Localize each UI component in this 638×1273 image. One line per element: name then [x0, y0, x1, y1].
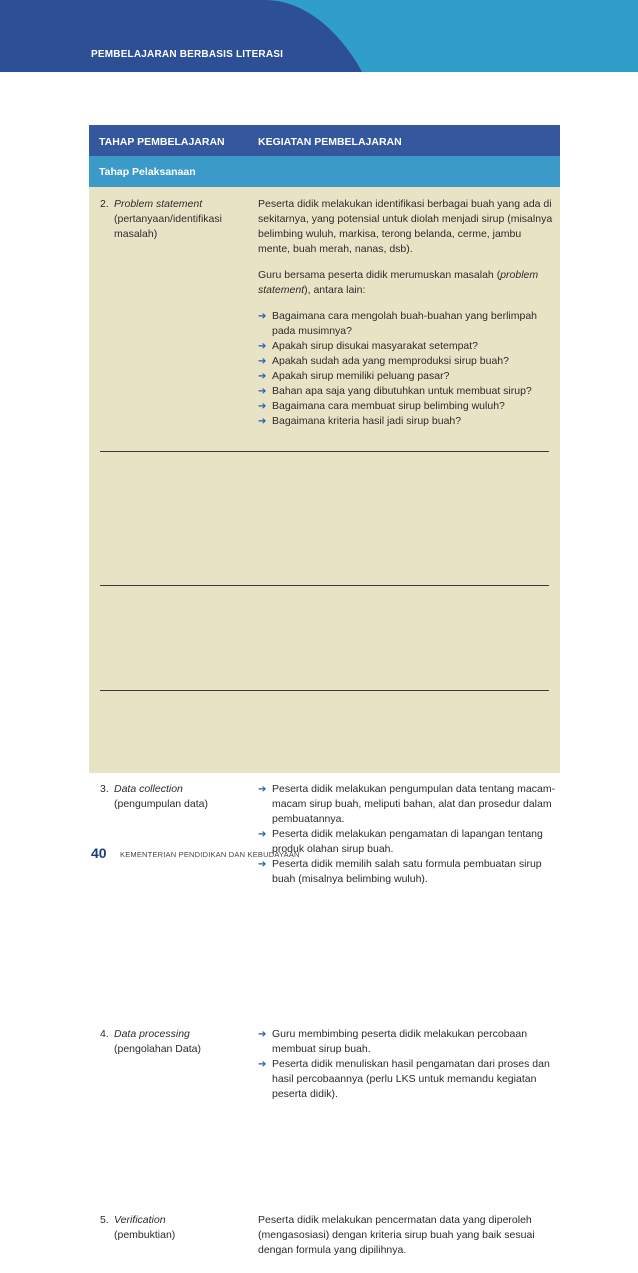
stage-name-id: (pembuktian) — [114, 1229, 176, 1241]
arrow-right-icon: ➔ — [258, 401, 267, 412]
list-item: ➔ Bahan apa saja yang dibutuhkan untuk membuat sirup? — [258, 385, 532, 397]
list-item: ➔ Bagaimana cara membuat sirup belimbing wuluh? — [258, 400, 505, 412]
stage-cell — [100, 1213, 250, 1243]
stage-name-en: Data processing — [114, 1028, 190, 1040]
list-item: ➔ Bagaimana kriteria hasil jadi sirup buah? — [258, 415, 462, 427]
stage-number: 5. — [100, 1214, 109, 1226]
row-divider — [100, 451, 549, 452]
table-header — [89, 125, 560, 156]
table-row — [89, 1027, 560, 1107]
phase-row — [89, 156, 560, 187]
list-item: ➔ Guru membimbing peserta didik melakukan percobaan membuat sirup buah. — [258, 1028, 528, 1055]
activity-cell — [258, 1027, 556, 1102]
list-item: ➔ Peserta didik memilih salah satu formula pembuatan sirup buah (misalnya belimbing wuluh). — [258, 858, 542, 885]
stage-cell — [100, 782, 250, 812]
arrow-right-icon: ➔ — [258, 386, 267, 397]
arrow-right-icon: ➔ — [258, 311, 267, 322]
stage-cell — [100, 197, 250, 242]
list-item: ➔ Peserta didik melakukan pengamatan di lapangan tentang produk olahan sirup buah. — [258, 828, 543, 855]
arrow-right-icon: ➔ — [258, 829, 267, 840]
row-divider — [100, 585, 549, 586]
activity-list — [258, 782, 556, 887]
column-header-stage: TAHAP PEMBELAJARAN — [99, 136, 225, 148]
table-row — [89, 1213, 560, 1273]
activity-paragraph: Guru bersama peserta didik merumuskan masalah (problem statement), antara lain: — [258, 269, 539, 296]
activity-list — [258, 1027, 556, 1102]
stage-name-id: (pertanyaan/identifikasi — [114, 213, 222, 225]
activity-list — [258, 309, 556, 429]
stage-cell — [100, 1027, 250, 1057]
header-title: PEMBELAJARAN BERBASIS LITERASI — [91, 49, 284, 60]
activity-cell — [258, 197, 556, 429]
arrow-right-icon: ➔ — [258, 784, 267, 795]
stage-name-en: Verification — [114, 1214, 166, 1226]
arrow-right-icon: ➔ — [258, 1029, 267, 1040]
stage-name-en: Data collection — [114, 783, 183, 795]
stage-number: 2. — [100, 198, 109, 210]
header-band — [0, 0, 638, 72]
activity-paragraph: Peserta didik melakukan identifikasi berbagai buah yang ada di sekitarnya, yang potensial untuk diolah menjadi sirup (misalnya belimbing wuluh, markisa, terong belanda, cerme, jambu mente, buah merah, nanas, dsb). — [258, 198, 553, 255]
list-item: ➔ Peserta didik melakukan pengumpulan data tentang macam-macam sirup buah, meliputi bahan, alat dan prosedur dalam pembuatannya. — [258, 783, 556, 825]
stage-name-id: (pengumpulan data) — [114, 798, 208, 810]
stage-name-id: (pengolahan Data) — [114, 1043, 201, 1055]
table-row — [89, 782, 560, 892]
arrow-right-icon: ➔ — [258, 1059, 267, 1070]
arrow-right-icon: ➔ — [258, 371, 267, 382]
activity-paragraph: Peserta didik melakukan pencermatan data yang diperoleh (mengasosiasi) dengan kriteria sirup buah yang baik sesuai dengan formula yang dipilihnya. — [258, 1214, 535, 1256]
arrow-right-icon: ➔ — [258, 859, 267, 870]
row-divider — [100, 690, 549, 691]
footer-publisher: KEMENTERIAN PENDIDIKAN DAN KEBUDAYAAN — [120, 850, 300, 859]
page-number: 40 — [91, 845, 107, 861]
list-item: ➔ Apakah sirup disukai masyarakat setempat? — [258, 340, 479, 352]
column-header-activity: KEGIATAN PEMBELAJARAN — [258, 136, 402, 148]
stage-number: 3. — [100, 783, 109, 795]
arrow-right-icon: ➔ — [258, 341, 267, 352]
arrow-right-icon: ➔ — [258, 416, 267, 427]
table-row — [89, 197, 560, 451]
list-item: ➔ Apakah sirup memiliki peluang pasar? — [258, 370, 450, 382]
stage-number: 4. — [100, 1028, 109, 1040]
list-item: ➔ Peserta didik menuliskan hasil pengamatan dari proses dan hasil percobaannya (perlu LKS untuk memandu kegiatan peserta didik). — [258, 1058, 550, 1100]
arrow-right-icon: ➔ — [258, 356, 267, 367]
list-item: ➔ Apakah sudah ada yang memproduksi sirup buah? — [258, 355, 509, 367]
list-item: ➔ Bagaimana cara mengolah buah-buahan yang berlimpah pada musimnya? — [258, 310, 538, 337]
activity-cell — [258, 782, 556, 887]
stage-name-en: Problem statement — [114, 198, 203, 210]
activity-cell — [258, 1213, 556, 1269]
stage-name-id-cont: masalah) — [114, 228, 158, 240]
phase-label: Tahap Pelaksanaan — [99, 166, 196, 178]
